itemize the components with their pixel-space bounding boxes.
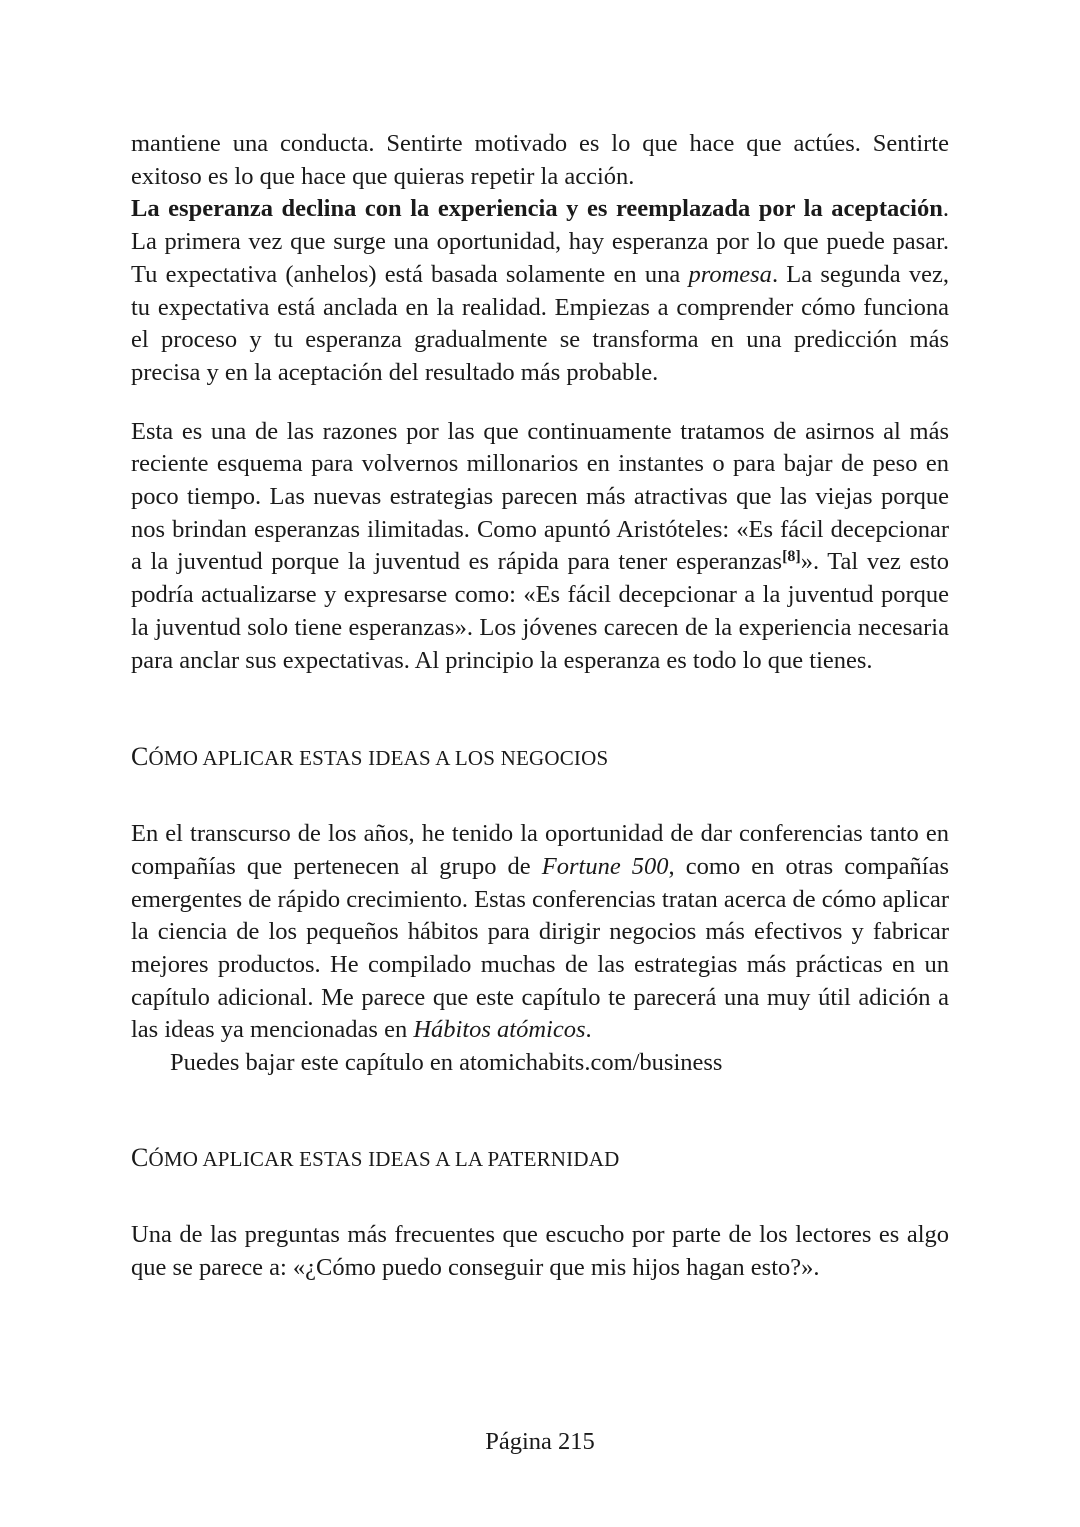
paragraph-motivation	[131, 128, 949, 193]
paragraph-business	[131, 818, 949, 1047]
paragraph-aristotle	[131, 416, 949, 678]
page-number: Página 215	[485, 1428, 595, 1455]
paragraph-business-text-a: En el transcurso de los años, he tenido la oportunidad de dar conferencias tanto en compañías que pertenecen al grupo de	[131, 820, 949, 880]
footnote-reference[interactable]: [8]	[782, 548, 801, 566]
paragraph-aristotle-text-a: Esta es una de las razones por las que continuamente tratamos de asirnos al más reciente esquema para volvernos millonarios en instantes o para bajar de peso en poco tiempo. Las nuevas estrategias parecen más atractivas que las viejas porque nos brindan esperanzas ilimitadas. Como apuntó Aristóteles: «Es fácil decepcionar a la juventud porque la juventud es rápida para tener esperanzas	[131, 417, 949, 576]
paragraph-motivation-text: mantiene una conducta. Sentirte motivado es lo que hace que actúes. Sentirte exitoso es lo que hace que quieras repetir la acción.	[131, 130, 949, 190]
heading-parenting-rest: ÓMO APLICAR ESTAS IDEAS A LA PATERNIDAD	[148, 1146, 620, 1171]
heading-business-rest: ÓMO APLICAR ESTAS IDEAS A LOS NEGOCIOS	[148, 746, 609, 771]
heading-business-initial: C	[131, 742, 149, 772]
bold-statement: La esperanza declina con la experiencia y es reemplazada por la aceptación	[131, 195, 943, 223]
heading-parenting	[131, 1142, 949, 1175]
paragraph-hope-declines	[131, 193, 949, 389]
paragraph-hope-text-a: . La primera vez que surge una oportunidad, hay esperanza por lo que puede pasar. Tu expectativa (anhelos) está basada solamente en una	[131, 195, 949, 288]
paragraph-hope-text-b: . La segunda vez, tu expectativa está anclada en la realidad. Empiezas a comprender cómo funciona el proceso y tu esperanza gradualmente se transforma en una predicción más precisa y en la aceptación del resultado más probable.	[131, 260, 949, 386]
heading-business	[131, 741, 949, 774]
download-line: Puedes bajar este capítulo en atomichabits.com/business	[170, 1049, 723, 1077]
italic-book-title: Hábitos atómicos	[413, 1016, 586, 1044]
italic-promesa: promesa	[688, 260, 772, 288]
italic-fortune-500: Fortune 500	[541, 852, 669, 880]
paragraph-business-text-b: , como en otras compañías emergentes de rápido crecimiento. Estas conferencias tratan acerca de cómo aplicar la ciencia de los pequeños hábitos para dirigir negocios más efectivos y fabricar mejores productos. He compilado muchas de las estrategias más prácticas en un capítulo adicional. Me parece que este capítulo te parecerá una muy útil adición a las ideas ya mencionadas en	[131, 852, 949, 1044]
heading-parenting-initial: C	[131, 1142, 149, 1172]
paragraph-business-text-c: .	[585, 1016, 592, 1044]
paragraph-aristotle-text-b: ». Tal vez esto podría actualizarse y expresarse como: «Es fácil decepcionar a la juventud porque la juventud solo tiene esperanzas». Los jóvenes carecen de la experiencia necesaria para anclar sus expectativas. Al principio la esperanza es todo lo que tienes.	[131, 548, 949, 674]
page-content	[131, 128, 949, 1284]
paragraph-parenting: Una de las preguntas más frecuentes que escucho por parte de los lectores es algo que se parece a: «¿Cómo puedo conseguir que mis hijos hagan esto?».	[131, 1220, 949, 1281]
